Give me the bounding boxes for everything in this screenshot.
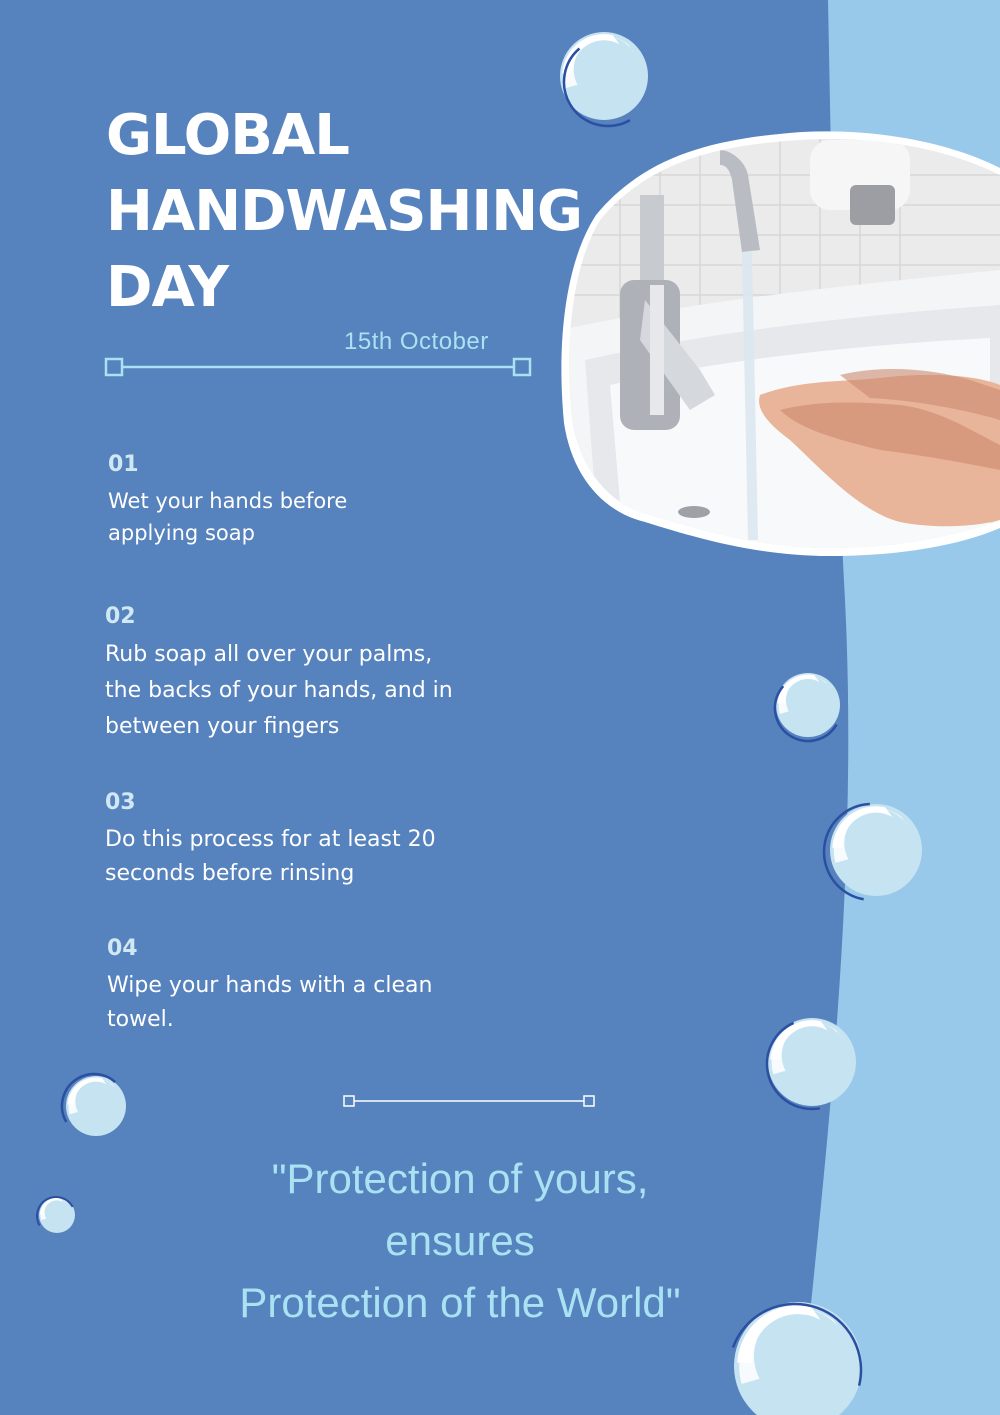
step-04 <box>107 936 432 1037</box>
step-01 <box>108 452 347 549</box>
soap-bubble <box>776 673 840 737</box>
step-text: applying soap <box>108 521 255 545</box>
quote-line: Protection of the World" <box>239 1279 681 1326</box>
step-text: Rub soap all over your palms, <box>105 642 433 667</box>
step-text: towel. <box>107 1007 174 1032</box>
event-date: 15th October <box>344 328 489 355</box>
soap-bubble <box>66 1076 126 1136</box>
quote-divider <box>344 1096 594 1106</box>
step-text: Wet your hands before <box>108 489 348 513</box>
step-text: between your fingers <box>105 714 340 739</box>
step-text: seconds before rinsing <box>105 861 355 886</box>
step-number: 03 <box>105 790 136 815</box>
title-divider <box>106 359 530 375</box>
title-line: DAY <box>106 255 229 320</box>
title-line: HANDWASHING <box>106 179 583 244</box>
step-number: 02 <box>105 604 136 629</box>
step-text: the backs of your hands, and in <box>105 678 453 703</box>
step-text: Wipe your hands with a clean <box>107 973 433 998</box>
title-line: GLOBAL <box>106 103 349 168</box>
quote-line: ensures <box>385 1217 535 1264</box>
page-title <box>106 98 582 326</box>
step-number: 04 <box>107 936 138 961</box>
soap-bubble <box>830 804 922 896</box>
step-text: Do this process for at least 20 <box>105 827 436 852</box>
closing-quote <box>200 1148 720 1334</box>
step-number: 01 <box>108 452 139 477</box>
step-02 <box>105 604 453 745</box>
quote-line: "Protection of yours, <box>271 1155 649 1202</box>
step-03 <box>105 790 436 891</box>
handwashing-photo <box>560 130 1000 560</box>
